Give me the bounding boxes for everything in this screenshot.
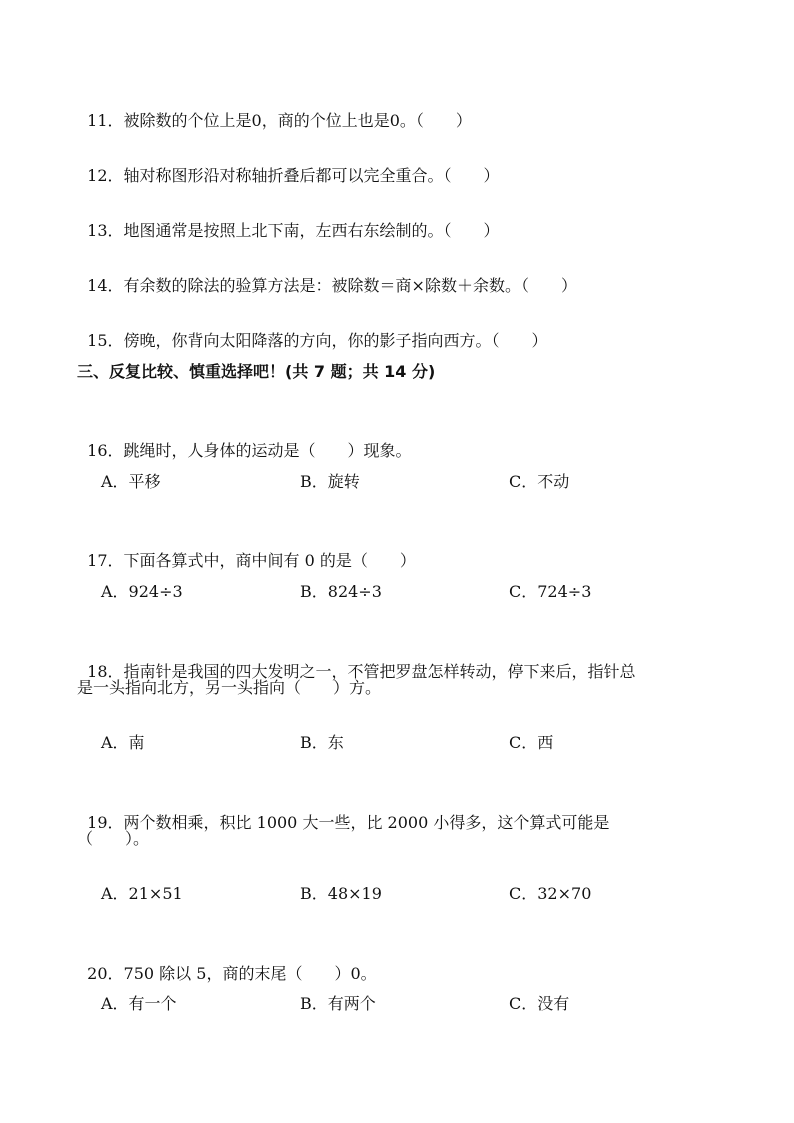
question-12 [77, 140, 500, 188]
question-text: 有余数的除法的验算方法是：被除数＝商×除数＋余数。（ ） [123, 276, 577, 295]
question-number: 17． [87, 551, 124, 570]
question-17 [77, 525, 416, 573]
option-a: A．平移 [101, 472, 161, 491]
question-text: 下面各算式中，商中间有 0 的是（ ） [123, 551, 416, 570]
question-number: 11． [87, 111, 124, 130]
option-c: C．西 [509, 733, 554, 752]
question-number: 19． [87, 813, 124, 832]
question-15 [77, 305, 548, 353]
option-a: A．南 [101, 733, 145, 752]
option-a: A．有一个 [101, 994, 177, 1013]
question-text: 750 除以 5，商的末尾（ ）0。 [123, 964, 377, 983]
option-c: C．32×70 [509, 884, 592, 903]
question-number: 18． [87, 662, 124, 681]
question-text: 地图通常是按照上北下南，左西右东绘制的。（ ） [123, 221, 500, 240]
question-text-continued: （ ）。 [77, 829, 150, 848]
question-text: 被除数的个位上是0，商的个位上也是0。（ ） [123, 111, 472, 130]
question-number: 14． [87, 276, 124, 295]
question-14 [77, 250, 577, 298]
option-b: B．东 [300, 733, 344, 752]
option-b: B．824÷3 [300, 582, 382, 601]
question-16 [77, 415, 412, 463]
question-text: 两个数相乘，积比 1000 大一些，比 2000 小得多，这个算式可能是 [123, 813, 610, 832]
question-11 [77, 85, 472, 133]
question-text: 傍晚，你背向太阳降落的方向，你的影子指向西方。（ ） [123, 331, 548, 350]
question-number: 15． [87, 331, 124, 350]
section-heading: 三、反复比较、慎重选择吧！(共 7 题；共 14 分) [77, 362, 436, 381]
question-text-continued: 是一头指向北方，另一头指向（ ）方。 [77, 678, 382, 697]
option-c: C．不动 [509, 472, 570, 491]
option-b: B．有两个 [300, 994, 376, 1013]
option-a: A．924÷3 [101, 582, 183, 601]
question-number: 12． [87, 166, 124, 185]
question-20 [77, 938, 377, 986]
question-text: 跳绳时，人身体的运动是（ ）现象。 [123, 441, 412, 460]
question-13 [77, 195, 500, 243]
question-text: 轴对称图形沿对称轴折叠后都可以完全重合。（ ） [123, 166, 500, 185]
question-number: 13． [87, 221, 124, 240]
option-b: B．旋转 [300, 472, 360, 491]
option-a: A．21×51 [101, 884, 183, 903]
option-b: B．48×19 [300, 884, 382, 903]
question-19 [77, 787, 609, 835]
option-c: C．724÷3 [509, 582, 592, 601]
option-c: C．没有 [509, 994, 570, 1013]
question-number: 16． [87, 441, 124, 460]
question-text: 指南针是我国的四大发明之一，不管把罗盘怎样转动，停下来后，指针总 [123, 662, 636, 681]
question-number: 20． [87, 964, 124, 983]
